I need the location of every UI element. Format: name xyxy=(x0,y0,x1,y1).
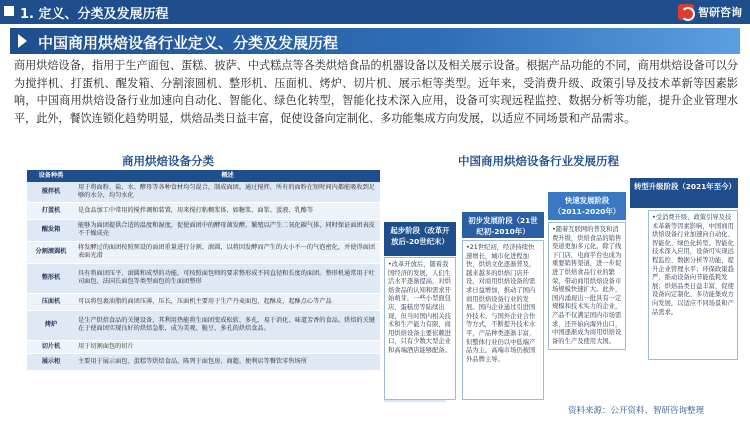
section-title: 1. 定义、分类及发展历程 xyxy=(20,7,169,22)
row-category: 烤炉 xyxy=(27,310,75,340)
play-arrow-icon xyxy=(18,34,27,48)
stage-1-body: •改革开放后，随着我国经济的发展，人们生活水平逐渐提高，对烘焙食品的认知和需求开始萌芽，一些小型面包店、蛋糕房等陆续出现，但当时国内相关技术和生产能力有限，商用烘焙设备主要依赖进口，只有少数大型企业和高端酒店能够配备。 xyxy=(384,257,456,400)
stage-3-header: 快速发展阶段（2011-2020年） xyxy=(548,192,626,220)
timeline-title: 中国商用烘焙设备行业发展历程 xyxy=(458,154,619,168)
row-description: 主要用于展示面包、蛋糕等烘焙食品，陈列于面包房、商超、便利店等餐饮零售场所 xyxy=(75,353,380,370)
table-row xyxy=(27,219,380,241)
section-square-icon xyxy=(4,6,14,16)
stage-4-header: 转型升级阶段（2021年至今） xyxy=(630,178,738,208)
table-row xyxy=(27,293,380,310)
stair-step-1 xyxy=(384,400,446,402)
intro-paragraph: 商用烘焙设备，指用于生产面包、蛋糕、披萨、中式糕点等各类烘焙食品的机器设备以及相关展示设备。根据产品功能的不同，商用烘焙设备可以分为搅拌机、打蛋机、醒发箱、分割滚圆机、整形机、压面机、烤炉、切片机、展示柜等类型。近年来，受消费升级、政策引导及技术革新等因素影响，中国商用烘焙设备行业加速向自动化、智能化、绿色化转型，智能化技术深入应用，设备可实现远程监控、数据分析等功能，提升企业管理水平，此外，餐饮连锁化趋势明显，烘焙品类日益丰富，促使设备向定制化、多功能集成方向发展，以适应不同场景和产品需求。 xyxy=(14,59,738,125)
table-header-row xyxy=(27,170,380,182)
source-note: 资料来源：公开资料、智研咨询整理 xyxy=(568,406,705,416)
stage-1-header: 起步阶段（改革开放后-20世纪末） xyxy=(384,222,456,256)
stage-3-body: •随着互联网的普及和消费升级，烘焙食品的销售渠道更加多元化，除了线下门店，电商平台也成为重要销售渠道，进一步促进了烘焙食品行业的繁荣，带动商用烘焙设备市场规模快速扩大。此外，国内涌现出一批具有一定规模和技术实力的企业，产品不仅满足国内市场需求，还开始向海外出口，中国逐渐成为商用烘焙设备的生产及使用大国。 xyxy=(548,222,626,350)
brand-logo xyxy=(678,4,742,20)
logo-icon xyxy=(678,4,694,20)
table-row xyxy=(27,263,380,293)
table-row xyxy=(27,182,380,202)
row-category: 醒发箱 xyxy=(27,219,75,241)
table-row xyxy=(27,353,380,370)
logo-text: 智研咨询 xyxy=(698,6,742,19)
row-description: 用于切割面包的切片 xyxy=(75,340,380,353)
stage-4-body: •受消费升级、政策引导及技术革新等因素影响，中国商用烘焙设备行业加速向自动化、智能化、绿色化转型。智能化技术深入应用，设备可实现远程监控、数据分析等功能，提升企业管理水平；环保政策趋严，推动设备向节能低耗发展；烘焙品类日益丰富，促使设备向定制化、多功能集成方向发展，以适应不同场景和产品需求。 xyxy=(648,210,738,360)
stage-2-body: •21世纪初，经济持续快速增长，城市化进程加快，烘焙文化逐渐普及，越来越多的烘焙门店开设，对商用烘焙设备的需求日益增加，推动了国内商用烘焙设备行业的发展。国内企业通过引进国外技术、与国外企业合作等方式，不断提升技术水平，产品种类逐渐丰富，但整体行业仍以中低端产品为主，高端市场仍被国外品牌主导。 xyxy=(462,240,544,400)
row-category: 展示柜 xyxy=(27,353,75,370)
row-category: 分割滚圆机 xyxy=(27,241,75,263)
classification-title: 商用烘焙设备分类 xyxy=(122,154,214,168)
row-description: 可以将包裹油脂的面团压薄、压长，压面机主要用于生产丹麦面包、起酥皮、起酥点心等产品 xyxy=(75,293,380,310)
section-header-bar xyxy=(0,0,750,24)
row-category: 切片机 xyxy=(27,340,75,353)
table-row xyxy=(27,241,380,263)
stage-2-header: 初步发展阶段（21世纪初-2010年） xyxy=(462,212,544,238)
row-category: 压面机 xyxy=(27,293,75,310)
row-description: 是食品加工中常用的搅拌调和装置，用来搅打粘稠浆体，如糖浆、面浆、蛋液、乳酪等 xyxy=(75,202,380,219)
row-category: 搅拌机 xyxy=(27,182,75,202)
page-title: 中国商用烘焙设备行业定义、分类及发展历程 xyxy=(38,34,339,52)
row-description: 能够为面团提供合适的温度和湿度，促使面团中的酵母菌发酵，繁殖以产生二氧化碳气体，同时保证面团表皮不干燥成壳 xyxy=(75,219,380,241)
table-row xyxy=(27,340,380,353)
header-category: 设备种类 xyxy=(27,170,75,182)
row-description: 具有将面团压平、滚圆和成型的功能，可按照面包师的要求整形成不同直径和长度的面团。整形机通常用于吐司面包、法国长面包等类型面包的生面团整形 xyxy=(75,263,380,293)
classification-table xyxy=(27,170,380,371)
header-overview: 概述 xyxy=(75,170,380,182)
row-category: 打蛋机 xyxy=(27,202,75,219)
row-category: 整形机 xyxy=(27,263,75,293)
table-row xyxy=(27,202,380,219)
row-description: 用于将面粉、盐、水、酵母等各种食材均匀混合，制成面团。通过搅拌，所有的面粉在短时间内都能吸收到足够的水分，均匀水化 xyxy=(75,182,380,202)
row-description: 将发酵过的面团按照预设的面团重量进行分割、滚圆，以将因发酵而产生的大小不一的气泡密化，并使得面团表面光滑 xyxy=(75,241,380,263)
table-row xyxy=(27,310,380,340)
title-band xyxy=(10,28,740,54)
row-description: 是生产烘焙食品的关键设备，其利用热能将生面团变成松软、多孔、易于消化、味道芳香的食品。烘焙的关键在于使面团实现良好的烘焙急胀，成为美观、脆豆、多孔的烘焙食品。 xyxy=(75,310,380,340)
